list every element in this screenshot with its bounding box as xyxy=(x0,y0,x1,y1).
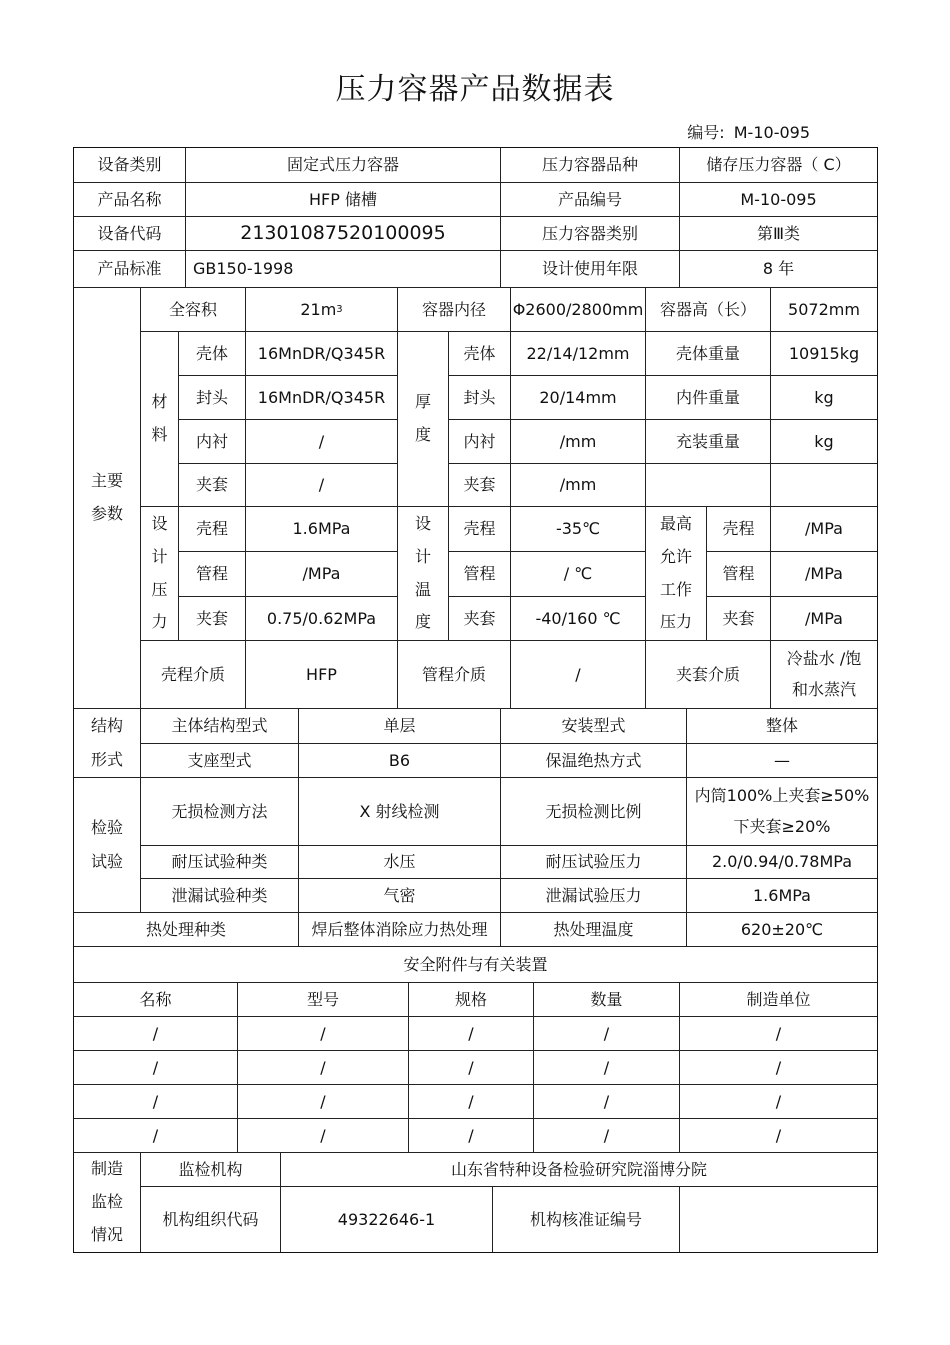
material-label-line: 材 xyxy=(151,392,168,412)
safety-cell-text: / xyxy=(468,1125,474,1145)
mawp-jacket-label-text: 夹套 xyxy=(722,608,755,628)
safety-title-text: 安全附件与有关装置 xyxy=(403,954,548,974)
blank-cell xyxy=(770,463,878,507)
install-label xyxy=(500,708,687,744)
product-name-value-text: HFP 储槽 xyxy=(309,189,377,209)
vessel-variety-value-text: 储存压力容器（ C） xyxy=(706,155,851,175)
ndt-ratio-label xyxy=(500,777,687,846)
product-no-value xyxy=(679,182,878,217)
mawp-jacket-value xyxy=(770,596,878,641)
height-value xyxy=(770,287,878,332)
insulation-label xyxy=(500,743,687,778)
mawp-tube-label xyxy=(706,551,771,597)
safety-cell-text: / xyxy=(603,1023,610,1043)
tube-medium-label xyxy=(397,640,511,709)
safety-cell xyxy=(408,1050,534,1085)
mat-jacket-label xyxy=(178,463,246,507)
heat-treat-value-text: 焊后整体消除应力热处理 xyxy=(311,919,488,939)
internal-weight-value xyxy=(770,375,878,420)
safety-cell xyxy=(533,1084,680,1119)
thickness-label-line: 度 xyxy=(414,425,431,444)
tube-medium-value xyxy=(510,640,646,709)
product-name-value xyxy=(185,182,501,217)
dp-jacket-value: 0.75/0.62MPa xyxy=(266,608,377,628)
safety-cell-text: / xyxy=(603,1057,610,1077)
equip-category-label xyxy=(73,147,186,183)
thickness-label-line: 厚 xyxy=(414,392,431,412)
vessel-variety-value xyxy=(679,147,878,183)
main-form-value xyxy=(298,708,501,744)
mawp-shell-value-text: /MPa xyxy=(805,519,843,539)
thk-lining-label xyxy=(448,419,511,464)
product-no-label-text: 产品编号 xyxy=(557,189,622,209)
heat-treat-label xyxy=(73,912,299,947)
safety-cell xyxy=(533,1016,680,1051)
mawp-shell-value xyxy=(770,506,878,552)
org-label-text: 监检机构 xyxy=(178,1159,243,1179)
safety-header xyxy=(533,982,680,1017)
vessel-class-label xyxy=(500,216,680,251)
install-value-text: 整体 xyxy=(765,716,798,736)
approval-label xyxy=(492,1186,680,1253)
standard-value-text: GB150-1998 xyxy=(193,259,294,279)
product-no-label xyxy=(500,182,680,217)
safety-cell xyxy=(237,1050,409,1085)
install-value xyxy=(686,708,878,744)
fill-weight-value-text: kg xyxy=(814,431,834,451)
safety-header-text: 制造单位 xyxy=(746,989,811,1009)
org-value xyxy=(280,1152,878,1187)
ndt-ratio-label-text: 无损检测比例 xyxy=(545,801,642,821)
design-temp-label-line: 温 xyxy=(414,579,431,599)
vessel-variety-label xyxy=(500,147,680,183)
vessel-variety-label-text: 压力容器品种 xyxy=(541,155,638,175)
mat-jacket-value-text: / xyxy=(318,475,325,495)
safety-cell-text: / xyxy=(468,1057,474,1077)
dt-shell-label-text: 壳程 xyxy=(463,519,496,539)
dt-tube-value xyxy=(510,551,646,597)
standard-label-text: 产品标准 xyxy=(97,259,162,279)
safety-cell-text: / xyxy=(320,1091,326,1111)
mawp-tube-value-text: /MPa xyxy=(805,564,843,584)
safety-cell xyxy=(73,1050,238,1085)
internal-weight-value-text: kg xyxy=(814,387,834,407)
tube-medium-value-text: / xyxy=(575,664,581,684)
dt-shell-value xyxy=(510,506,646,552)
mat-jacket-value xyxy=(245,463,398,507)
shell-medium-value xyxy=(245,640,398,709)
safety-cell xyxy=(73,1084,238,1119)
ndt-method-value-text: X 射线检测 xyxy=(359,801,440,821)
dt-tube-value-text: / ℃ xyxy=(563,564,593,584)
thk-jacket-value xyxy=(510,463,646,507)
safety-cell xyxy=(679,1050,878,1085)
mawp-label-line: 压力 xyxy=(659,612,692,632)
mat-shell-label xyxy=(178,331,246,376)
volume-label-text: 全容积 xyxy=(168,299,217,319)
main-params-label-line: 参数 xyxy=(90,504,123,523)
dp-shell xyxy=(178,506,398,552)
safety-header-text: 名称 xyxy=(139,989,172,1009)
safety-header xyxy=(408,982,534,1017)
dp-shell-value: 1.6MPa xyxy=(292,519,351,539)
install-label-text: 安装型式 xyxy=(561,716,626,736)
safety-cell-text: / xyxy=(152,1091,159,1111)
leak-test-label xyxy=(140,878,299,913)
shell-weight-label xyxy=(645,331,771,376)
mawp-label-line: 最高 xyxy=(659,513,692,533)
volume-exponent: 3 xyxy=(336,303,343,315)
safety-header xyxy=(237,982,409,1017)
main-params-label-line: 主要 xyxy=(90,471,123,491)
mat-shell-value-text: 16MnDR/Q345R xyxy=(257,343,386,363)
design-pressure-label xyxy=(140,506,179,641)
volume-number: 21m xyxy=(300,299,337,319)
supervision-label xyxy=(73,1152,141,1253)
safety-cell xyxy=(237,1118,409,1153)
inspection-label-line: 检验 xyxy=(90,818,123,838)
heat-treat-value xyxy=(298,912,501,947)
jacket-medium-label-text: 夹套介质 xyxy=(675,664,740,684)
design-life-value-text: 8 年 xyxy=(762,259,795,279)
safety-cell xyxy=(679,1016,878,1051)
leak-test-value-text: 气密 xyxy=(383,885,416,905)
org-code-value-text: 49322646-1 xyxy=(337,1209,436,1229)
safety-cell xyxy=(237,1084,409,1119)
safety-cell xyxy=(408,1084,534,1119)
safety-cell xyxy=(679,1084,878,1119)
ndt-ratio-value-line: 下夹套≥20% xyxy=(733,816,831,836)
thk-jacket-label-text: 夹套 xyxy=(463,475,496,495)
thk-lining-label-text: 内衬 xyxy=(463,431,496,451)
safety-cell xyxy=(533,1118,680,1153)
main-form-label-text: 主体结构型式 xyxy=(171,716,268,736)
leak-test-p-label xyxy=(500,878,687,913)
mat-head-value xyxy=(245,375,398,420)
pressure-test-p-value xyxy=(686,845,878,879)
safety-cell-text: / xyxy=(775,1023,782,1043)
material-label xyxy=(140,331,179,507)
dp-jacket-label: 夹套 xyxy=(195,608,228,628)
internal-weight-label xyxy=(645,375,771,420)
heat-temp-value-text: 620±20℃ xyxy=(740,919,824,939)
support-label xyxy=(140,743,299,778)
vessel-class-value-text: 第Ⅲ类 xyxy=(756,223,801,243)
thk-shell-value-text: 22/14/12mm xyxy=(526,343,630,363)
thk-head-value-text: 20/14mm xyxy=(539,387,617,407)
safety-cell xyxy=(408,1016,534,1051)
heat-temp-label xyxy=(500,912,687,947)
dt-jacket-label-text: 夹套 xyxy=(463,608,496,628)
mat-lining-value xyxy=(245,419,398,464)
leak-test-p-value-text: 1.6MPa xyxy=(753,885,811,905)
internal-weight-label-text: 内件重量 xyxy=(675,387,740,407)
pressure-test-p-label-text: 耐压试验压力 xyxy=(545,852,642,872)
safety-cell xyxy=(73,1016,238,1051)
safety-cell-text: / xyxy=(152,1023,159,1043)
thk-lining-value xyxy=(510,419,646,464)
fill-weight-label xyxy=(645,419,771,464)
thk-lining-value-text: /mm xyxy=(559,431,597,451)
ndt-method-value xyxy=(298,777,501,846)
shell-medium-label xyxy=(140,640,246,709)
safety-cell-text: / xyxy=(320,1057,326,1077)
equip-code-label-text: 设备代码 xyxy=(97,223,162,243)
support-label-text: 支座型式 xyxy=(187,750,252,770)
equip-code-value-text: 21301087520100095 xyxy=(240,221,446,244)
approval-label-text: 机构核准证编号 xyxy=(529,1209,642,1229)
mawp-jacket-label xyxy=(706,596,771,641)
pressure-test-value-text: 水压 xyxy=(383,852,416,872)
equip-category-value xyxy=(185,147,501,183)
thk-head-label-text: 封头 xyxy=(463,387,496,407)
design-life-label-text: 设计使用年限 xyxy=(541,259,638,279)
mawp-label-line: 允许 xyxy=(659,546,692,566)
design-temp-label-line: 计 xyxy=(414,546,431,566)
dt-jacket-value-text: -40/160 ℃ xyxy=(535,608,621,628)
mawp-jacket-value-text: /MPa xyxy=(805,608,843,628)
design-pressure-label-line: 设 xyxy=(151,513,168,533)
safety-cell-text: / xyxy=(468,1091,474,1111)
mat-lining-value-text: / xyxy=(318,431,325,451)
safety-cell xyxy=(73,1118,238,1153)
main-form-value-text: 单层 xyxy=(383,716,416,736)
heat-treat-label-text: 热处理种类 xyxy=(145,919,226,939)
jacket-medium-value-line: 和水蒸汽 xyxy=(791,679,856,699)
org-code-value xyxy=(280,1186,493,1253)
height-label xyxy=(645,287,771,332)
ndt-ratio-value-line: 内筒100%上夹套≥50% xyxy=(694,786,870,806)
shell-medium-label-text: 壳程介质 xyxy=(160,664,225,684)
ndt-method-label-text: 无损检测方法 xyxy=(171,801,268,821)
design-life-value xyxy=(679,250,878,288)
fill-weight-label-text: 充装重量 xyxy=(675,431,740,451)
leak-test-p-label-text: 泄漏试验压力 xyxy=(545,885,642,905)
structure-label-line: 结构 xyxy=(90,716,123,736)
dp-tube-value: /MPa xyxy=(302,564,341,584)
safety-cell-text: / xyxy=(320,1125,326,1145)
design-life-label xyxy=(500,250,680,288)
standard-value xyxy=(185,250,501,288)
thk-shell-value xyxy=(510,331,646,376)
volume-value xyxy=(245,287,398,332)
thk-jacket-label xyxy=(448,463,511,507)
leak-test-value xyxy=(298,878,501,913)
shell-weight-label-text: 壳体重量 xyxy=(675,343,740,363)
design-temp-label-line: 设 xyxy=(414,513,431,533)
main-params-label xyxy=(73,287,141,709)
shell-weight-value-text: 10915kg xyxy=(788,343,860,363)
safety-header-text: 规格 xyxy=(454,989,487,1009)
dp-tube xyxy=(178,551,398,597)
org-code-label-text: 机构组织代码 xyxy=(162,1209,259,1229)
insulation-value xyxy=(686,743,878,778)
safety-cell-text: / xyxy=(775,1091,782,1111)
mat-lining-label xyxy=(178,419,246,464)
insulation-value-text: — xyxy=(774,750,790,770)
safety-header-text: 型号 xyxy=(306,989,339,1009)
height-value-text: 5072mm xyxy=(788,299,860,319)
org-code-label xyxy=(140,1186,281,1253)
leak-test-label-text: 泄漏试验种类 xyxy=(171,885,268,905)
dt-shell-value-text: -35℃ xyxy=(555,519,601,539)
mat-jacket-label-text: 夹套 xyxy=(195,475,228,495)
shell-medium-value-text: HFP xyxy=(306,664,337,684)
dt-tube-label xyxy=(448,551,511,597)
supervision-label-line: 制造 xyxy=(90,1159,123,1179)
mat-lining-label-text: 内衬 xyxy=(195,431,228,451)
thk-head-label xyxy=(448,375,511,420)
serial-number xyxy=(683,120,810,143)
product-name-label xyxy=(73,182,186,217)
ndt-ratio-value xyxy=(686,777,878,846)
mat-shell-label-text: 壳体 xyxy=(195,343,228,363)
safety-cell-text: / xyxy=(603,1125,610,1145)
pressure-test-label xyxy=(140,845,299,879)
shell-weight-value xyxy=(770,331,878,376)
pressure-test-p-value-text: 2.0/0.94/0.78MPa xyxy=(711,852,852,872)
fill-weight-value xyxy=(770,419,878,464)
mawp-shell-label xyxy=(706,506,771,552)
equip-category-value-text: 固定式压力容器 xyxy=(286,155,399,175)
safety-cell xyxy=(679,1118,878,1153)
safety-cell-text: / xyxy=(152,1125,159,1145)
safety-cell xyxy=(237,1016,409,1051)
safety-cell xyxy=(408,1118,534,1153)
inner-dia-value-text: Φ2600/2800mm xyxy=(512,299,644,319)
ndt-method-label xyxy=(140,777,299,846)
insulation-label-text: 保温绝热方式 xyxy=(545,750,642,770)
mat-head-label xyxy=(178,375,246,420)
mawp-tube-label-text: 管程 xyxy=(722,564,755,584)
safety-cell-text: / xyxy=(468,1023,474,1043)
page-title: 压力容器产品数据表 xyxy=(335,72,615,107)
inner-dia-label xyxy=(397,287,511,332)
mat-head-value-text: 16MnDR/Q345R xyxy=(257,387,386,407)
support-value-text: B6 xyxy=(388,750,411,770)
mat-shell-value xyxy=(245,331,398,376)
dt-jacket-label xyxy=(448,596,511,641)
pressure-test-p-label xyxy=(500,845,687,879)
design-pressure-label-line: 压 xyxy=(151,579,168,599)
safety-cell-text: / xyxy=(775,1125,782,1145)
heat-temp-value xyxy=(686,912,878,947)
equip-category-label-text: 设备类别 xyxy=(97,155,162,175)
dp-jacket xyxy=(178,596,398,641)
safety-header xyxy=(73,982,238,1017)
safety-cell-text: / xyxy=(152,1057,159,1077)
dp-tube-label: 管程 xyxy=(195,564,228,584)
support-value xyxy=(298,743,501,778)
design-temp-label xyxy=(397,506,449,641)
thk-shell-label-text: 壳体 xyxy=(463,343,496,363)
thk-jacket-value-text: /mm xyxy=(559,475,597,495)
design-pressure-label-line: 力 xyxy=(151,612,168,632)
supervision-label-line: 监检 xyxy=(90,1192,123,1212)
mat-head-label-text: 封头 xyxy=(195,387,228,407)
org-value-text: 山东省特种设备检验研究院淄博分院 xyxy=(450,1159,707,1179)
safety-cell-text: / xyxy=(320,1023,326,1043)
heat-temp-label-text: 热处理温度 xyxy=(553,919,634,939)
height-label-text: 容器高（长） xyxy=(659,299,756,319)
structure-label xyxy=(73,708,141,778)
vessel-class-value xyxy=(679,216,878,251)
pressure-test-label-text: 耐压试验种类 xyxy=(171,852,268,872)
leak-test-p-value xyxy=(686,878,878,913)
pressure-test-value xyxy=(298,845,501,879)
material-label-line: 料 xyxy=(151,425,168,444)
blank-cell xyxy=(645,463,771,507)
mawp-tube-value xyxy=(770,551,878,597)
inspection-label xyxy=(73,777,141,913)
org-label xyxy=(140,1152,281,1187)
thk-shell-label xyxy=(448,331,511,376)
dp-shell-label: 壳程 xyxy=(195,519,228,539)
serial-value: M-10-095 xyxy=(733,123,810,142)
jacket-medium-value xyxy=(770,640,878,709)
safety-cell-text: / xyxy=(603,1091,610,1111)
product-name-label-text: 产品名称 xyxy=(97,189,162,209)
mawp-label-line: 工作 xyxy=(659,579,692,599)
safety-header xyxy=(679,982,878,1017)
thickness-label xyxy=(397,331,449,507)
equip-code-value xyxy=(185,216,501,251)
dt-jacket-value xyxy=(510,596,646,641)
jacket-medium-value-line: 冷盐水 /饱 xyxy=(786,649,862,669)
safety-header-text: 数量 xyxy=(590,989,623,1009)
design-pressure-label-line: 计 xyxy=(151,546,168,566)
thk-head-value xyxy=(510,375,646,420)
inner-dia-label-text: 容器内径 xyxy=(421,299,486,319)
volume-label xyxy=(140,287,246,332)
mawp-shell-label-text: 壳程 xyxy=(722,519,755,539)
dt-shell-label xyxy=(448,506,511,552)
jacket-medium-label xyxy=(645,640,771,709)
product-no-value-text: M-10-095 xyxy=(740,189,817,209)
safety-cell xyxy=(533,1050,680,1085)
standard-label xyxy=(73,250,186,288)
safety-title xyxy=(73,946,878,983)
main-form-label xyxy=(140,708,299,744)
mawp-label xyxy=(645,506,707,641)
tube-medium-label-text: 管程介质 xyxy=(421,664,486,684)
serial-label: 编号: xyxy=(687,123,725,142)
approval-value xyxy=(679,1186,878,1253)
inner-dia-value xyxy=(510,287,646,332)
safety-cell-text: / xyxy=(775,1057,782,1077)
inspection-label-line: 试验 xyxy=(90,852,123,871)
supervision-label-line: 情况 xyxy=(90,1224,123,1244)
structure-label-line: 形式 xyxy=(90,750,123,769)
dt-tube-label-text: 管程 xyxy=(463,564,496,584)
vessel-class-label-text: 压力容器类别 xyxy=(541,223,638,243)
design-temp-label-line: 度 xyxy=(414,612,431,632)
equip-code-label xyxy=(73,216,186,251)
